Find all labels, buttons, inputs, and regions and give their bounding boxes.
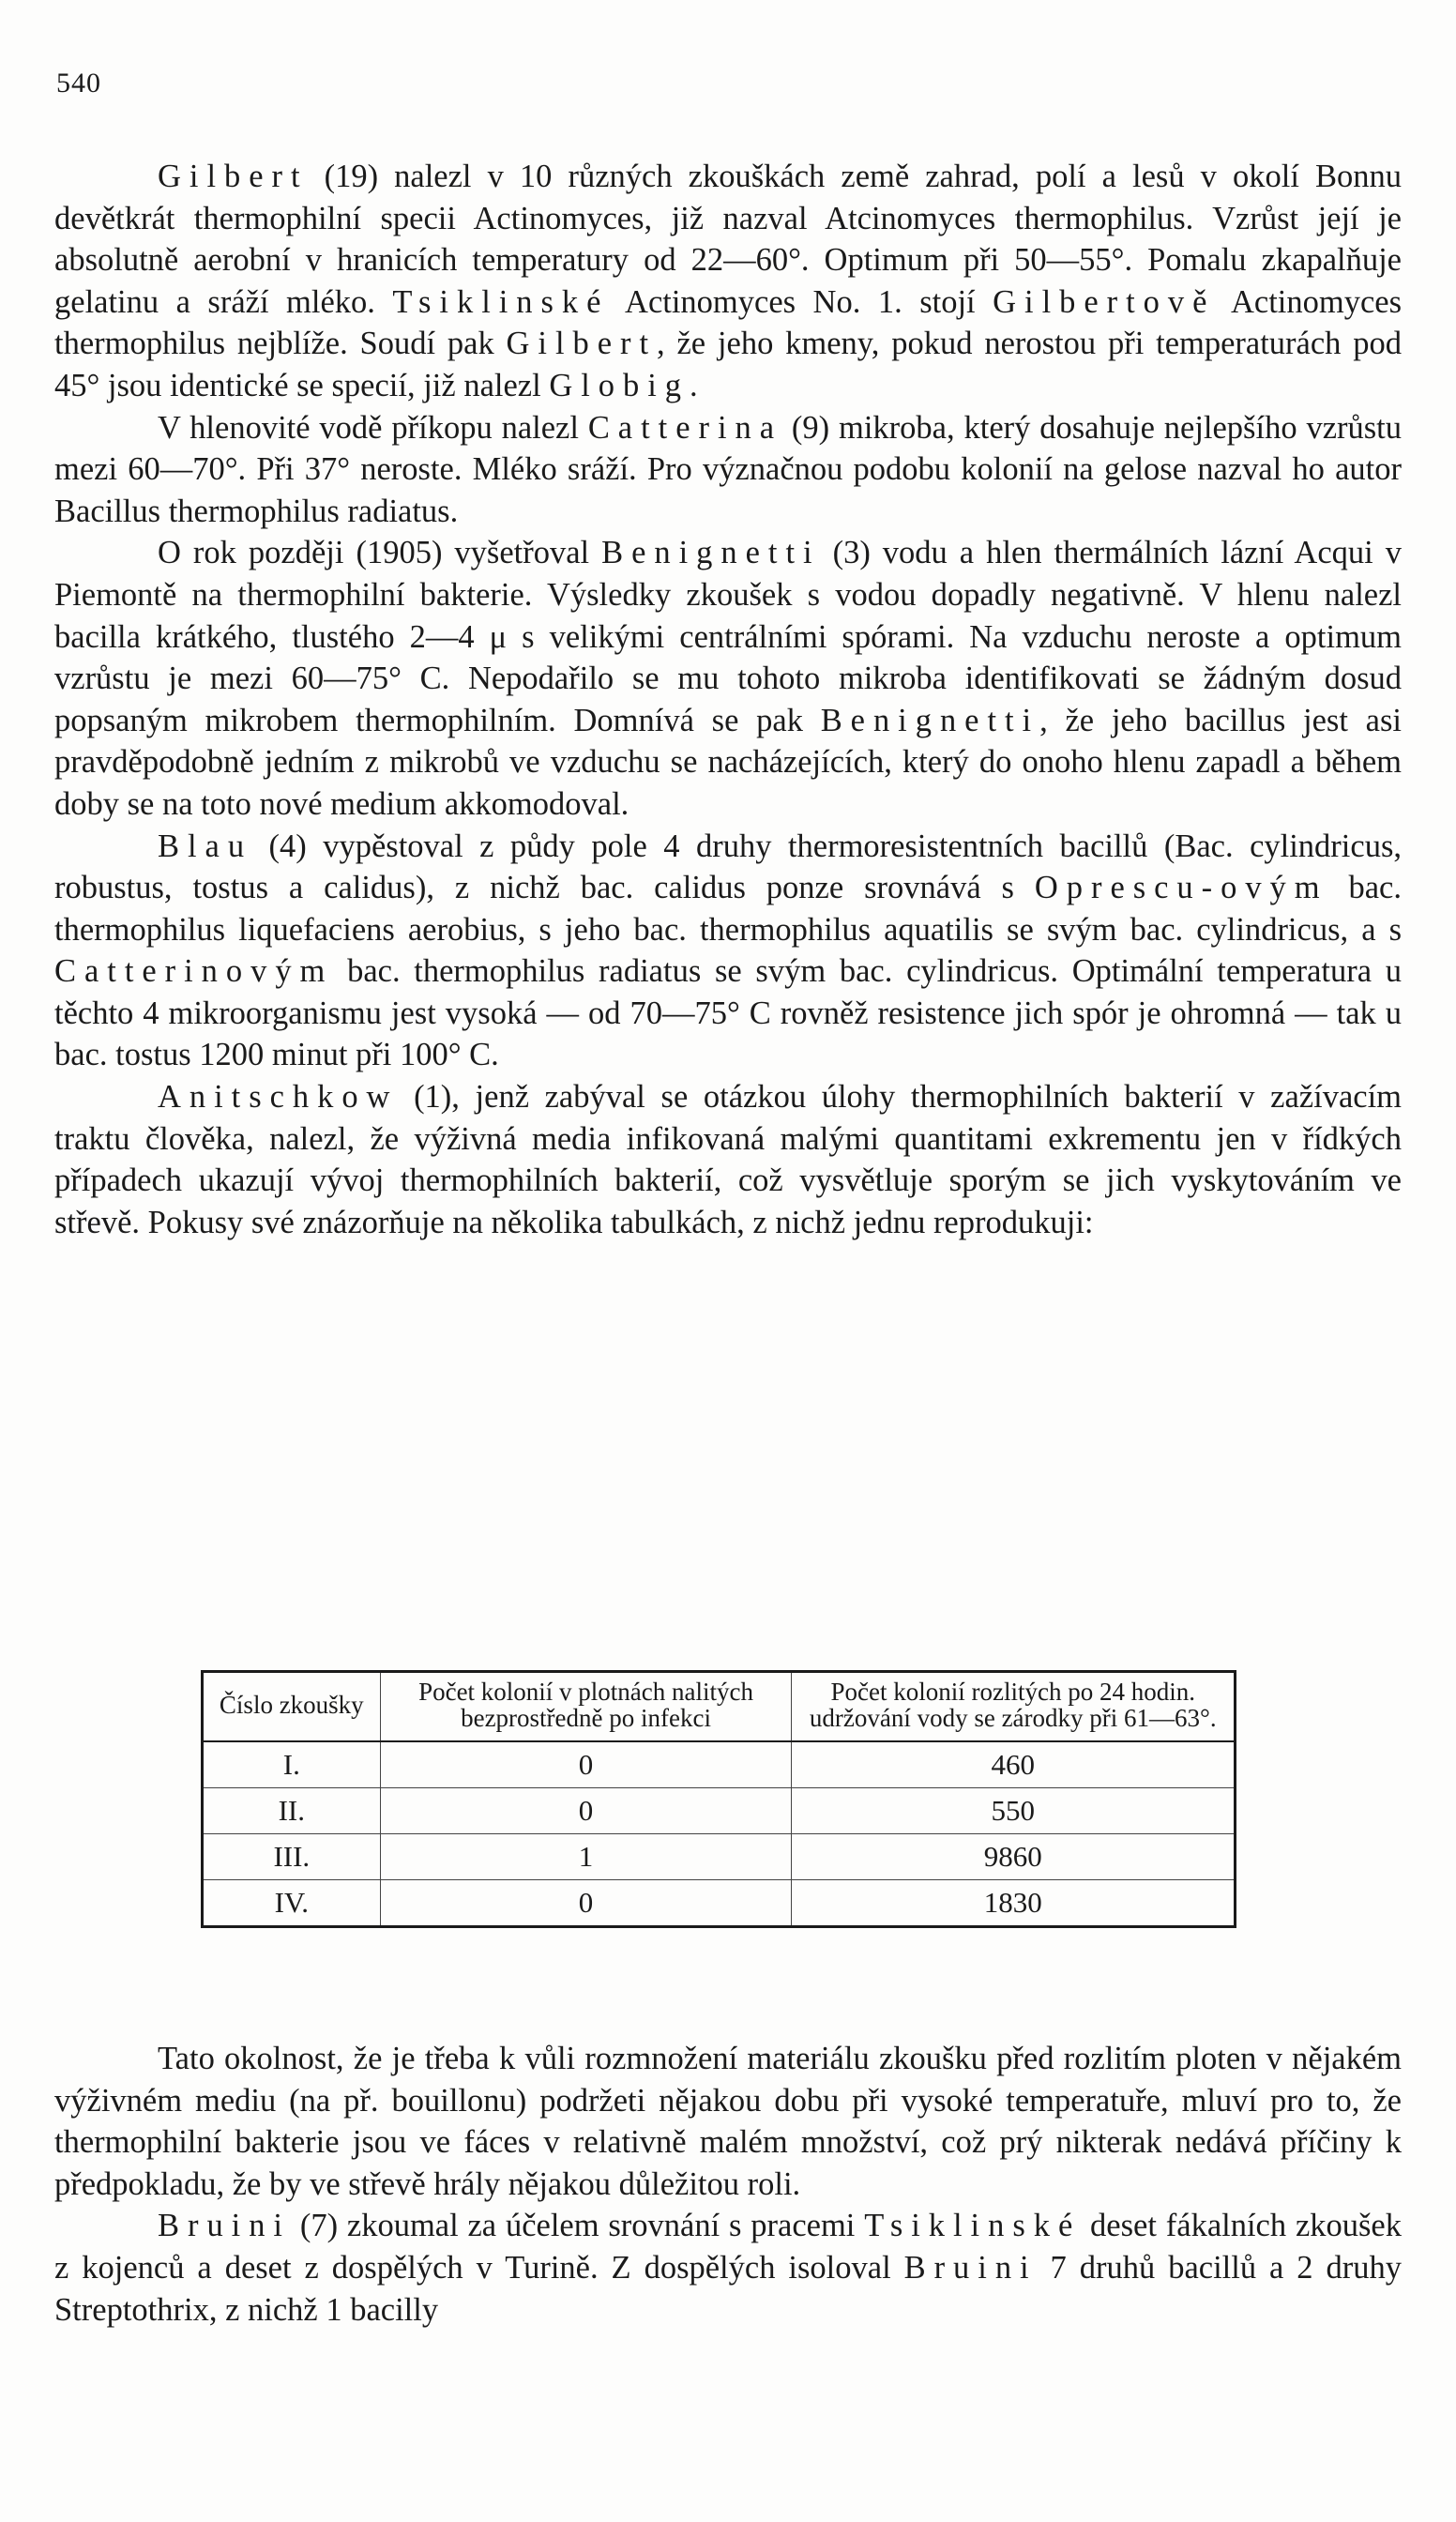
text-run: . [689,367,698,403]
table-cell: II. [203,1788,381,1834]
author-name: Benignetti [601,535,821,571]
text-run: (4) vypěstoval z půdy pole 4 druhy thermoresistentních bacillů (Bac. cylindricus, robustus, tostus a calidus), z nichž bac. calidus ponze srovnává s [54,828,1402,906]
text-run: (19) nalezl v 10 různých zkouškách země zahrad, polí a lesů v okolí Bonnu devětkrát thermophilní specii Actinomyces, již nazval Atcinomyces thermophilus. Vzrůst její je absolutně aerobní v hranicích temperatury od 22—60°. Optimum při 50—55°. Pomalu zkapalňuje gelatinu a sráží mléko. [54,159,1402,320]
author-name: Gilbert [158,159,309,194]
header-sample-number: Číslo zkoušky [203,1672,381,1742]
paragraph [54,1076,1402,1243]
table-cell: 0 [380,1880,792,1927]
results-table [201,1670,1236,1928]
author-name: Blau [158,828,253,864]
author-name: Bruini [903,2249,1038,2286]
text-run: , že jeho kmeny, pokud nerostou při temperaturách pod 45° jsou identické se specií, již nalezl [54,326,1402,403]
table-row [203,1834,1236,1880]
paragraph [54,2038,1402,2205]
author-name: Tsiklinské [392,283,610,320]
table-cell: 460 [792,1741,1236,1788]
author-name: Catterinovým [54,953,334,990]
table-cell: 1 [380,1834,792,1880]
table-header-row [203,1672,1236,1742]
paragraph [54,407,1402,533]
body-text-top [54,156,1402,1243]
paragraph [54,2205,1402,2331]
body-text-bottom [54,2038,1402,2331]
author-name: Benignetti [820,702,1040,738]
text-run: (9) mikroba, který dosahuje nejlepšího vzrůstu mezi 60—70°. Při 37° neroste. Mléko sráží. Pro význačnou podobu kolonií na gelose nazval ho autor Bacillus thermophilus radiatus. [54,409,1403,529]
text-run: (1), jenž zabýval se otázkou úlohy thermophilních bakterií v zažívacím traktu člověka, nalezl, že výživná media infikovaná malými quantitami exkrementu jen v řídkých případech ukazují vývoj thermophilních bakterií, což vysvětluje sporým se jich vyskytováním ve střevě. Pokusy své znázorňuje na několika tabulkách, z nichž jednu reprodukuji: [54,1079,1402,1240]
author-name: Bruini [158,2208,291,2244]
table-row [203,1788,1236,1834]
paragraph [54,532,1402,825]
text-run: (3) vodu a hlen thermálních lázní Acqui v Piemontě na thermophilní bakterie. Výsledky zkoušek s vodou dopadly negativně. V hlenu nalezl bacilla krátkého, tlustého 2—4 μ s velikými centrálními spórami. Na vzduchu neroste a optimum vzrůstu je mezi 60—75° C. Nepodařilo se mu tohoto mikroba identifikovati se žádným dosud popsaným mikrobem thermophilním. Domnívá se pak [54,535,1402,738]
text-run: Actinomyces thermophilus nejblíže. Soudí pak [54,283,1402,362]
text-run: Tato okolnost, že je třeba k vůli rozmnožení materiálu zkoušku před rozlitím ploten v nějakém výživném mediu (na př. bouillonu) podržeti nějakou dobu při vysoké temperatuře, mluví pro to, že thermophilní bakterie jsou ve fáces v relativně malém množství, což prý nikterak nedává příčiny k předpokladu, že by ve střevě hrály nějakou důležitou roli. [54,2041,1402,2202]
table-cell: 0 [380,1741,792,1788]
table-cell: 1830 [792,1880,1236,1927]
table-cell: IV. [203,1880,381,1927]
text-run: bac. thermophilus radiatus se svým bac. cylindricus. Optimální temperatura u těchto 4 mikroorganismu jest vysoká — od 70—75° C rovněž resistence jich spór je ohromná — tak u bac. tostus 1200 minut při 100° C. [54,953,1402,1073]
author-name: Anitschkow [158,1079,399,1116]
text-run: deset fákalních zkoušek z kojenců a deset z dospělých v Turině. Z dospělých isoloval [54,2208,1402,2286]
author-name: Catterina [587,409,783,446]
table-row [203,1880,1236,1927]
text-run: (7) zkoumal za účelem srovnání s pracemi [291,2208,865,2244]
table-row [203,1741,1236,1788]
table-cell: III. [203,1834,381,1880]
table-cell: 550 [792,1788,1236,1834]
text-run: V hlenovité vodě příkopu nalezl [158,409,588,446]
author-name: Oprescu-ovým [1034,870,1328,906]
table-cell: I. [203,1741,381,1788]
text-run: 7 druhů bacillů a 2 druhy Streptothrix, z nichž 1 bacilly [54,2249,1402,2328]
paragraph [54,826,1402,1077]
text-run: , že jeho bacillus jest asi pravděpodobně jedním z mikrobů ve vzduchu se nacházejících, který do onoho hlenu zapadl a během doby se na toto nové medium akkomodoval. [54,702,1402,822]
author-name: Tsiklinské [864,2208,1082,2244]
paragraph [54,156,1402,407]
header-colonies-immediate: Počet kolonií v plotnách nalitých bezprostředně po infekci [380,1672,792,1742]
table-cell: 9860 [792,1834,1236,1880]
text-run: Actinomyces No. 1. stojí [609,283,993,320]
author-name: Globig [549,367,690,403]
page-number: 540 [56,68,101,99]
header-colonies-after-24h: Počet kolonií rozlitých po 24 hodin. udržování vody se zárodky při 61—63°. [792,1672,1236,1742]
text-run: O rok později (1905) vyšetřoval [158,535,602,571]
results-table-wrapper [201,1670,1236,1928]
text-run: bac. thermophilus liquefaciens aerobius, s jeho bac. thermophilus aquatilis se svým bac. cylindricus, a s [54,870,1402,948]
author-name: Gilbertově [993,283,1216,320]
table-cell: 0 [380,1788,792,1834]
author-name: Gilbert [506,326,658,362]
